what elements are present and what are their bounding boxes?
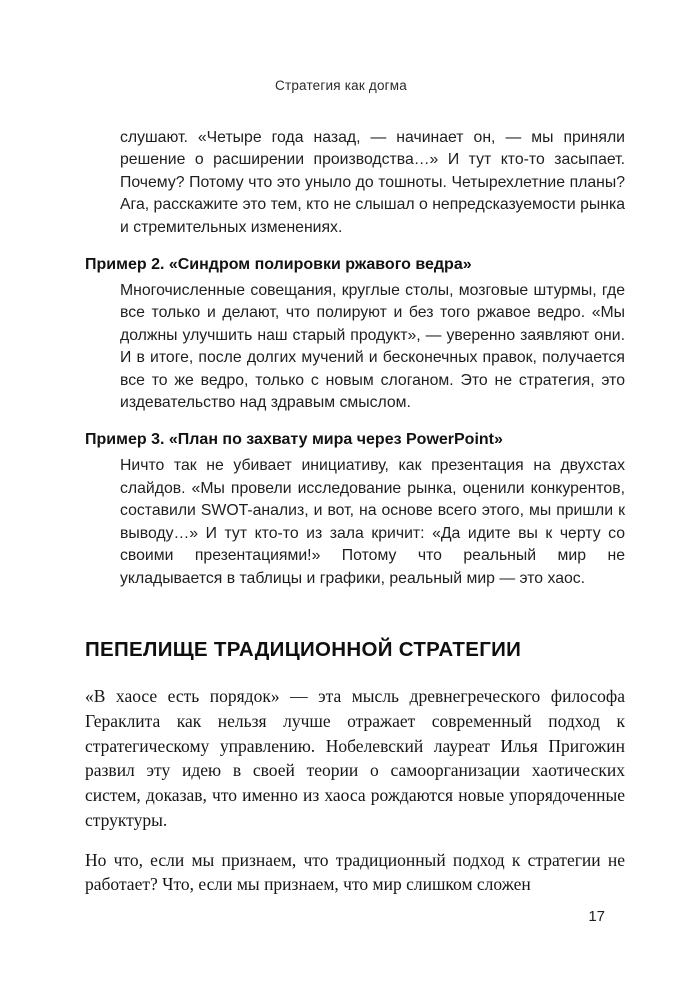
example-2-body: Многочисленные совещания, круглые столы, мозговые штурмы, где все только и делают, что полируют и без того ржавое ведро. «Мы должны улучшить наш старый продукт», — уверенно заявляют они. И в итоге, после долгих мучений и бесконечных правок, получается все то же ведро, только с новым слоганом. Это не стратегия, это издевательство над здравым смыслом.: [120, 282, 625, 412]
example-2-heading: Пример 2. «Синдром полировки ржавого ведра»: [85, 256, 472, 274]
paragraph-continuation: слушают. «Четыре года назад, — начинает он, — мы приняли решение о расширении производства…» И тут кто-то засыпает. Почему? Потому что это уныло до тошноты. Четырехлетние планы? Ага, расскажите это тем, кто не слышал о непредсказуемости рынка и стремительных изменениях.: [120, 129, 625, 236]
body-paragraph-1: «В хаосе есть порядок» — эта мысль древнегреческого философа Гераклита как нельзя лучше отражает современный подход к стратегическому управлению. Нобелевский лауреат Илья Пригожин развил эту идею в своей теории о самоорганизации хаотических систем, доказав, что именно из хаоса рождаются новые упорядоченные структуры.: [85, 685, 625, 830]
example-3-body: Ничто так не убивает инициативу, как презентация на двухстах слайдов. «Мы провели исследование рынка, оценили конкурентов, составили SWOT-анализ, и вот, на основе всего этого, мы пришли к выводу…» И тут кто-то из зала кричит: «Да идите вы к черту со своими презентациями!» Потому что реальный мир не укладывается в таблицы и графики, реальный мир — это хаос.: [120, 457, 625, 587]
chapter-heading: ПЕПЕЛИЩЕ ТРАДИЦИОННОЙ СТРАТЕГИИ: [85, 637, 522, 661]
page-content: [85, 127, 625, 912]
page-number: 17: [588, 908, 605, 925]
example-3-heading: Пример 3. «План по захвату мира через PowerPoint»: [85, 431, 503, 449]
body-paragraph-2: Но что, если мы признаем, что традиционный подход к стратегии не работает? Что, если мы признаем, что мир слишком сложен: [85, 849, 625, 895]
running-header: Стратегия как догма: [275, 78, 407, 93]
